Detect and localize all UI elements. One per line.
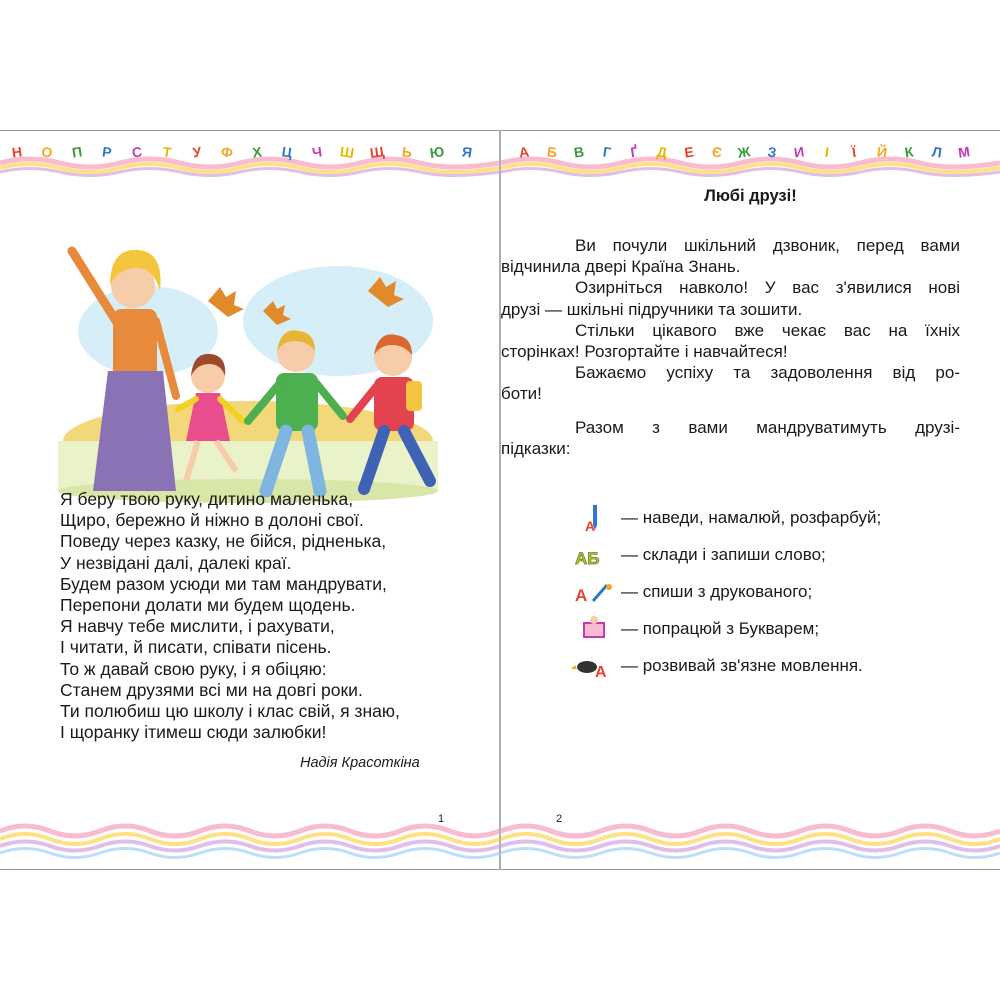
alphabet-letter: Р [101, 143, 113, 161]
poem-line: Будем разом усюди ми там мандрувати, [60, 573, 387, 594]
alphabet-letter: З [766, 143, 777, 161]
svg-text:А: А [595, 664, 607, 681]
alphabet-letter: Ш [338, 143, 356, 161]
alphabet-letter: С [130, 143, 144, 161]
alphabet-letter: Ч [311, 143, 323, 161]
svg-text:А: А [575, 586, 588, 605]
legend-item [571, 651, 863, 681]
legend-text: — спиши з друкованого; [621, 582, 813, 601]
alphabet-letter: Ь [400, 143, 414, 161]
paragraph-line: відчинила двері Країна Знань. [501, 257, 741, 277]
legend-item [571, 540, 826, 570]
legend-text: — розвивай зв'язне мовлення. [621, 656, 863, 675]
poem-line: Я навчу тебе мислити, і рахувати, [60, 616, 335, 637]
paragraph-line: Ви почули шкільний дзвоник, перед вами [575, 236, 960, 255]
left-page [0, 131, 500, 869]
poem-line: Ти полюбиш цю школу і клас свій, я знаю, [60, 701, 400, 722]
paragraph-line: сторінках! Розгортайте і навчайтеся! [501, 342, 788, 362]
pencil-letter-icon [571, 503, 617, 533]
paragraph [501, 277, 960, 319]
alphabet-letter: Б [545, 143, 558, 161]
alphabet-letter: Ф [219, 143, 235, 161]
paragraph [501, 320, 960, 362]
alphabet-letter: Ц [280, 143, 294, 161]
legend-item [571, 503, 881, 533]
letter-with-pen-icon [571, 577, 617, 607]
right-page [501, 131, 1000, 869]
intro-text [501, 235, 960, 459]
alphabet-letter: А [517, 143, 531, 161]
paragraph-line: підказки: [501, 438, 571, 458]
paragraph-line: Бажаємо успіху та задоволення від ро- [575, 363, 960, 383]
alphabet-letter: Н [10, 143, 24, 161]
poem [60, 489, 460, 743]
book-spread [0, 130, 1000, 870]
svg-text:АБ: АБ [575, 549, 600, 568]
bottom-wave-border [501, 811, 1000, 861]
alphabet-letter: Г [601, 143, 612, 161]
paragraph-line: друзі — шкільні підручники та зошити. [501, 299, 803, 319]
poem-line: Щиро, бережно й ніжно в долоні свої. [60, 510, 364, 531]
alphabet-letter: У [191, 143, 203, 161]
paragraph [501, 417, 960, 459]
legend-item [571, 577, 812, 607]
bottom-wave-border [0, 811, 500, 861]
book-character-icon [571, 614, 617, 644]
alphabet-letter: О [40, 143, 54, 161]
ab-letters-icon [571, 540, 617, 570]
legend-text: — наведи, намалюй, розфарбуй; [621, 508, 882, 527]
alphabet-letter: В [572, 143, 586, 161]
poem-line: Станем друзями всі ми на довгі роки. [60, 679, 363, 700]
alphabet-letter: К [903, 143, 915, 161]
paragraph-line: Стільки цікавого вже чекає вас на їхніх [575, 320, 960, 340]
teacher-children-illustration [58, 191, 438, 511]
alphabet-letter: Є [710, 143, 723, 161]
alphabet-letter: Ї [850, 143, 858, 161]
alphabet-letter: И [792, 143, 806, 161]
alphabet-strip-right [501, 141, 1000, 167]
alphabet-letter: Е [683, 143, 695, 161]
paragraph-line: Озирніться навколо! У вас з'явилися нові [575, 278, 960, 298]
bird-letter-icon [571, 651, 617, 681]
poem-line: І читати, й писати, співати пісень. [60, 637, 332, 658]
paragraph-line: боти! [501, 384, 542, 404]
poem-line: І щоранку ітимеш сюди залюбки! [60, 722, 327, 743]
legend-item [571, 614, 819, 644]
alphabet-letter: Ю [428, 143, 446, 161]
legend-text: — склади і запиши слово; [621, 545, 826, 564]
alphabet-letter: Х [251, 143, 263, 161]
alphabet-letter: Й [875, 143, 888, 161]
poem-author: Надія Красоткіна [300, 755, 420, 771]
alphabet-letter: Л [930, 143, 943, 161]
alphabet-strip-left [0, 141, 500, 167]
alphabet-letter: Я [460, 143, 474, 161]
alphabet-letter: І [823, 143, 830, 161]
poem-line: Поведу через казку, не бійся, рідненька, [60, 531, 387, 552]
svg-text:A: A [585, 518, 596, 533]
paragraph [501, 362, 960, 404]
alphabet-letter: Ж [736, 143, 752, 161]
alphabet-letter: Щ [368, 143, 386, 161]
alphabet-letter: Т [161, 143, 173, 161]
page-number-right: 2 [556, 813, 563, 825]
page-title: Любі друзі! [704, 187, 797, 205]
alphabet-letter: Д [655, 143, 668, 161]
poem-line: Я беру твою руку, дитино маленька, [60, 489, 354, 509]
paragraph-line: Разом з вами мандруватимуть друзі- [575, 417, 960, 437]
page-number-left: 1 [438, 813, 445, 825]
poem-line: То ж давай свою руку, і я обіцяю: [60, 658, 327, 679]
poem-line: У незвідані далі, далекі краї. [60, 552, 292, 573]
alphabet-letter: М [957, 143, 971, 161]
alphabet-letter: Ґ [629, 143, 639, 161]
poem-line: Перепони долати ми будем щодень. [60, 595, 356, 616]
alphabet-letter: П [70, 143, 84, 161]
paragraph [501, 235, 960, 277]
legend-text: — попрацюй з Букварем; [621, 619, 820, 638]
